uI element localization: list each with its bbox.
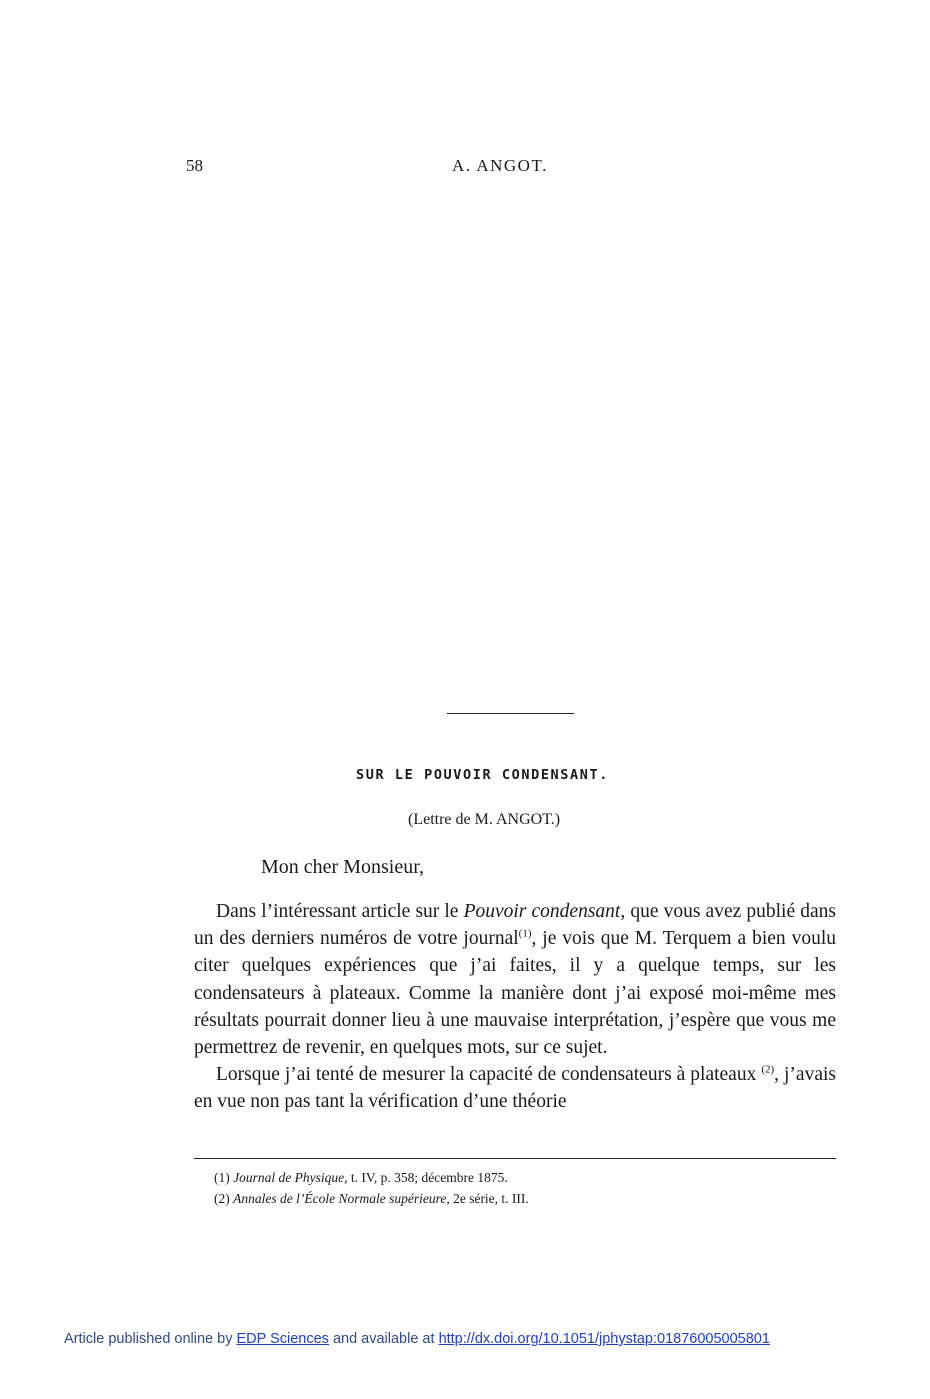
footnote-divider — [194, 1158, 836, 1159]
paragraph-1: Dans l’intéressant article sur le Pouvoir condensant, que vous avez publié dans un des derniers numéros de votre journal$^{(1)}$, je vois que M. Terquem a bien voulu citer quelques expériences que j’ai faites, il y a quelque temps, sur les condensateurs à plateaux. Comme la manière dont j’ai exposé moi-même mes résultats pourrait donner lieu à une mauvaise interprétation, j’espère que vous me permettrez de revenir, en quelques mots, sur ce sujet. — [194, 901, 836, 1059]
section-divider — [447, 713, 574, 714]
running-title: A. ANGOT. — [452, 156, 548, 175]
article-subtitle: (Lettre de M. ANGOT.) — [408, 811, 561, 828]
article-body — [194, 898, 836, 1116]
doi-link[interactable]: http://dx.doi.org/10.1051/jphystap:01876005005801 — [438, 1331, 770, 1347]
paragraph-2: Lorsque j’ai tenté de mesurer la capacité de condensateurs à plateaux $^{(2)}$, j’avais en vue non pas tant la vérification d’une théorie — [194, 1063, 836, 1113]
italic-term: Pouvoir condensant, — [463, 901, 626, 922]
article-title: SUR LE POUVOIR CONDENSANT. — [356, 767, 609, 783]
footnotes — [214, 1167, 529, 1209]
page-number: 58 — [186, 156, 203, 175]
salutation: Mon cher Monsieur, — [261, 856, 425, 878]
footnote-ref-1: (1) — [518, 927, 532, 940]
footnote-ref-2: (2) — [761, 1063, 775, 1076]
publisher-link[interactable]: EDP Sciences — [236, 1331, 329, 1347]
publication-banner: Article published online by EDP Sciences and available at http://dx.doi.org/10.1051/jphystap:01876005005801 — [64, 1331, 770, 1347]
footnote-2: (2) Annales de l’École Normale supérieure, 2e série, t. III. — [214, 1191, 529, 1206]
footnote-1: (1) Journal de Physique, t. IV, p. 358; décembre 1875. — [214, 1170, 508, 1185]
